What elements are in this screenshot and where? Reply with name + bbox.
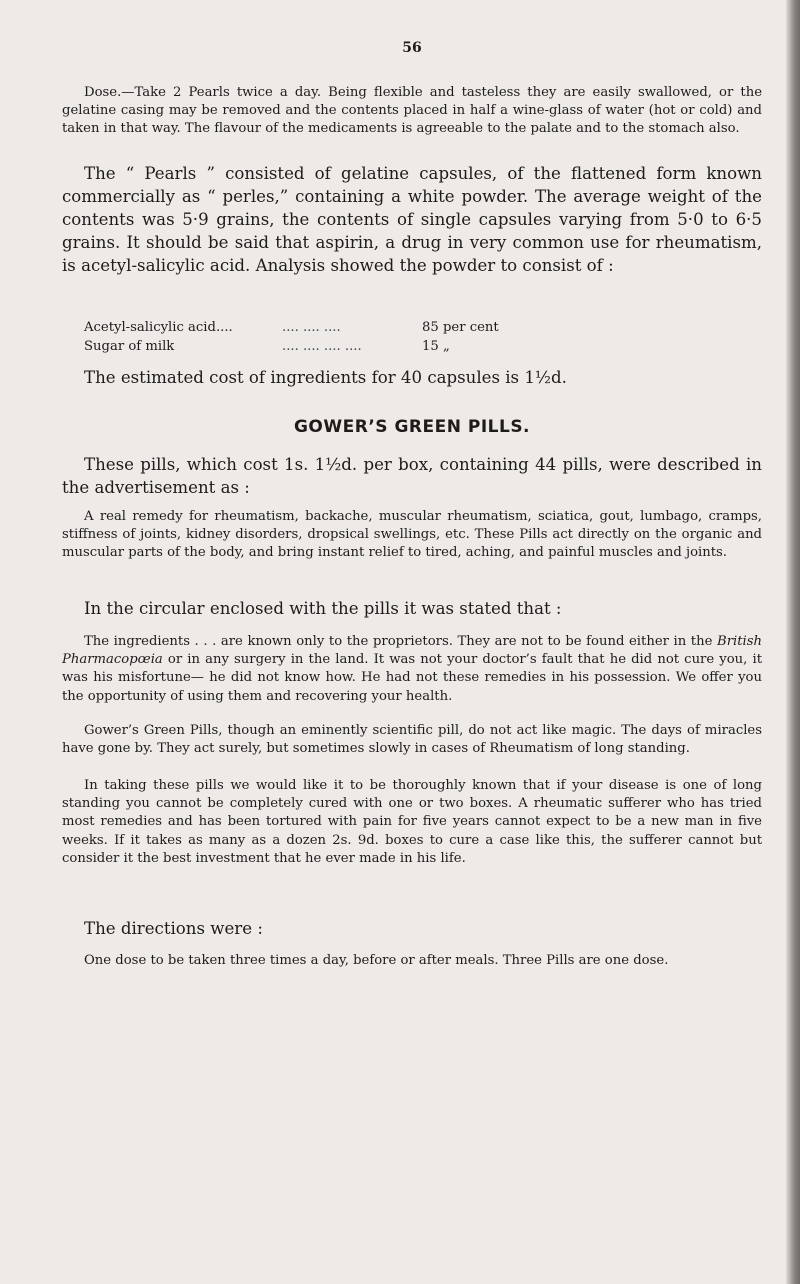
pearls-paragraph: The “ Pearls ” consisted of gelatine capsules, of the flattened form known commercially as “ perles,” containing a white powder. The average weight of the contents was 5·9 grains, the contents of single capsules varying from 5·0 to 6·5 grains. It should be said that aspirin, a drug in very common use for rheumatism, is acetyl-salicylic acid. Analysis showed the powder to consist of :: [62, 164, 762, 275]
analysis-dots: .... .... .... ....: [282, 339, 362, 354]
circular-paragraph-2: Gower’s Green Pills, though an eminently scientific pill, do not act like magic. The days of miracles have gone by. They act surely, but sometimes slowly in cases of Rheumatism of long standing.: [62, 723, 762, 757]
analysis-row: [84, 337, 499, 356]
analysis-name: Sugar of milk: [84, 339, 175, 354]
pills-intro: These pills, which cost 1s. 1½d. per box, containing 44 pills, were described in the advertisement as :: [62, 455, 762, 497]
analysis-dots: .... .... ....: [282, 320, 341, 335]
section-heading: GOWER’S GREEN PILLS.: [293, 417, 531, 437]
pharmacopoeia-title: British Pharmacopœia: [62, 634, 762, 668]
circular-text: or in any surgery in the land. It was not your doctor’s fault that he did not cure you, it was his misfortune— he did not know how. He had not these remedies in his possession. We offer you the opportunity of using them and recovering your health.: [62, 652, 762, 704]
analysis-table: [84, 318, 499, 356]
circular-paragraph-1: [62, 633, 762, 706]
cost-line: The estimated cost of ingredients for 40 capsules is 1½d.: [84, 368, 567, 387]
directions-intro: The directions were :: [84, 919, 263, 938]
advertisement-quote: A real remedy for rheumatism, backache, muscular rheumatism, sciatica, gout, lumbago, cramps, stiffness of joints, kidney disorders, dropsical swellings, etc. These Pills act directly on the organic and muscular parts of the body, and bring instant relief to tired, aching, and painful muscles and joints.: [62, 509, 762, 561]
dose-paragraph: Dose.—Take 2 Pearls twice a day. Being flexible and tasteless they are easily swallowed, or the gelatine casing may be removed and the contents placed in half a wine-glass of water (hot or cold) and taken in that way. The flavour of the medicaments is agreeable to the palate and to the stomach also.: [62, 85, 762, 137]
directions-text: One dose to be taken three times a day, before or after meals. Three Pills are one dose.: [84, 953, 669, 968]
analysis-value: 15 „: [422, 339, 450, 354]
circular-text: The ingredients . . . are known only to the proprietors. They are not to be found either in the: [84, 634, 717, 649]
circular-intro: In the circular enclosed with the pills it was stated that :: [84, 599, 562, 618]
page-number: 56: [402, 40, 422, 56]
analysis-row: [84, 318, 499, 337]
circular-paragraph-3: In taking these pills we would like it to be thoroughly known that if your disease is one of long standing you cannot be completely cured with one or two boxes. A rheumatic sufferer who has tried most remedies and has been tortured with pain for five years cannot expect to be a new man in five weeks. If it takes as many as a dozen 2s. 9d. boxes to cure a case like this, the sufferer cannot but consider it the best investment that he ever made in his life.: [62, 778, 762, 866]
page-edge-shadow: [786, 0, 800, 1284]
analysis-name: Acetyl-salicylic acid....: [84, 320, 233, 335]
analysis-value: 85 per cent: [422, 320, 499, 335]
